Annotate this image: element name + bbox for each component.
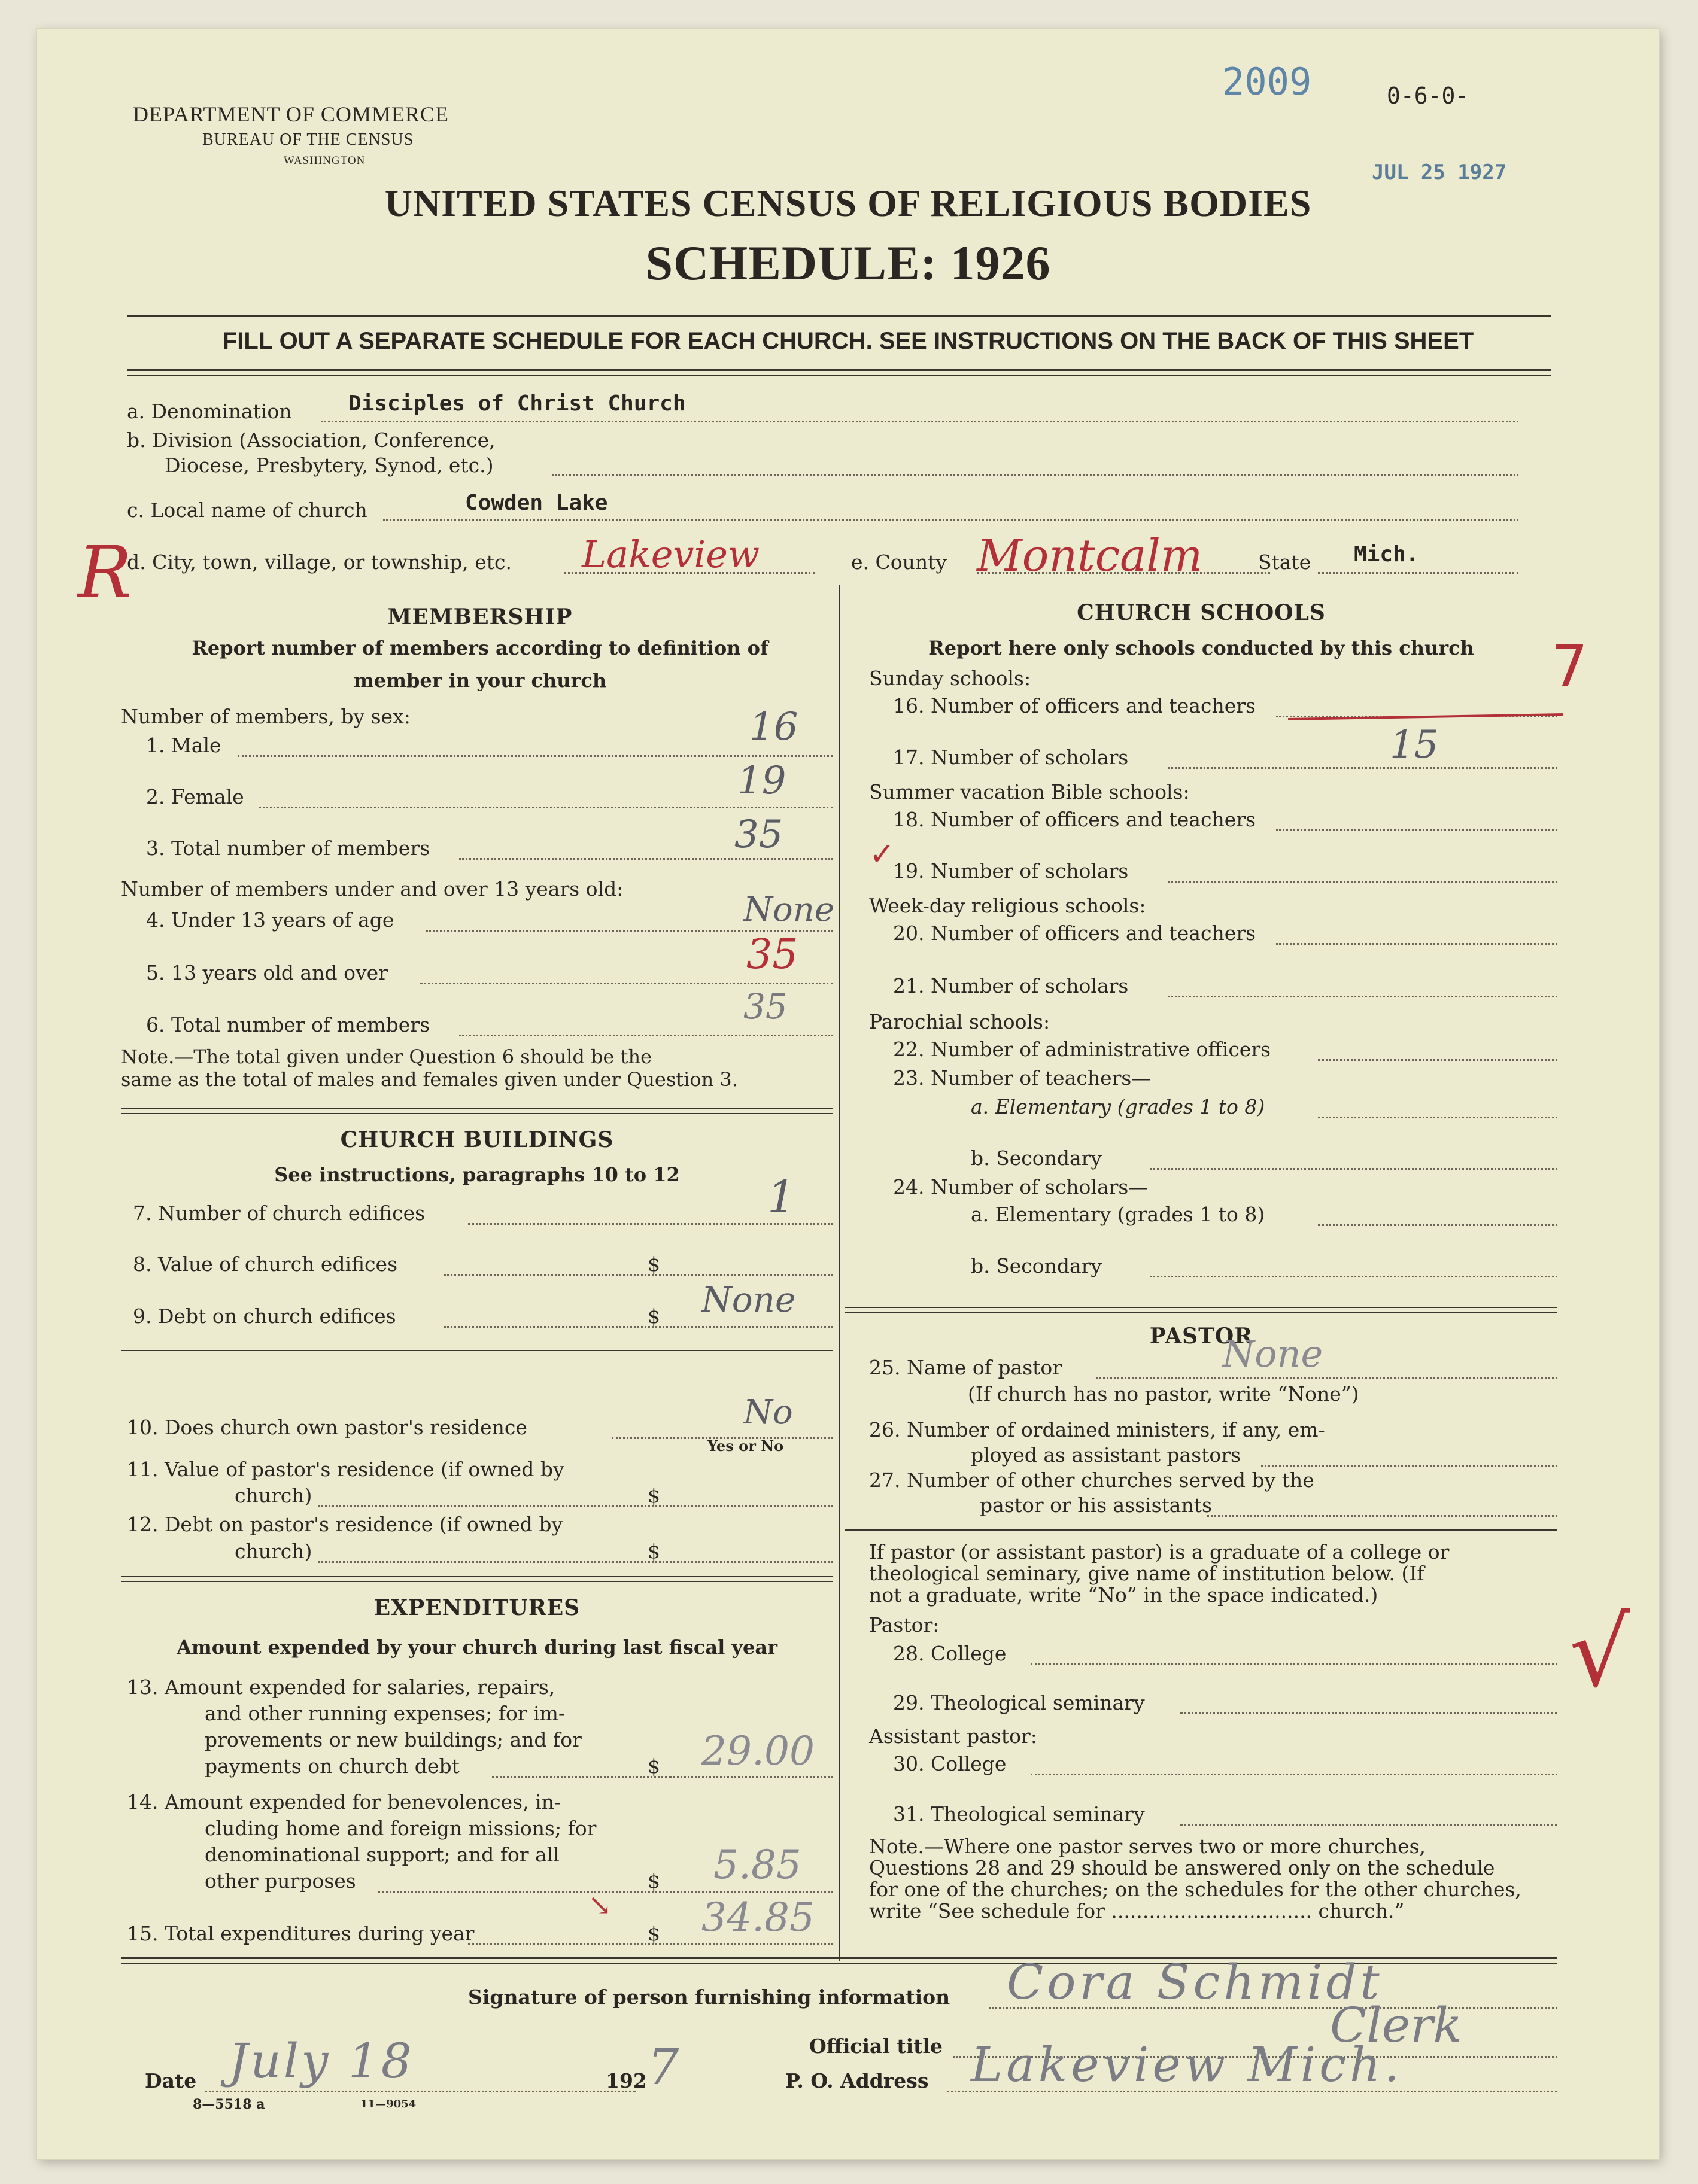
pastor-rule: [845, 1529, 1557, 1531]
q14-value[interactable]: 5.85: [713, 1842, 801, 1888]
q4-value[interactable]: None: [743, 890, 834, 929]
q22-label: 22. Number of administrative officers: [893, 1038, 1271, 1061]
buildings-rule: [121, 1350, 833, 1351]
q13-label-2: and other running expenses; for im-: [205, 1702, 566, 1725]
q3-value[interactable]: 35: [734, 813, 783, 857]
q18-line: [1276, 829, 1557, 831]
division-line: [552, 474, 1518, 476]
q3-check-mark: ✓: [869, 837, 895, 872]
summer-label: Summer vacation Bible schools:: [869, 780, 1190, 804]
signature-label: Signature of person furnishing information: [468, 1985, 950, 2009]
q6-value[interactable]: 35: [743, 986, 788, 1027]
q15-amount-line: [666, 1943, 833, 1945]
county-value[interactable]: Montcalm: [977, 530, 1203, 582]
graduate-note-2: theological seminary, give name of institution below. (If: [869, 1562, 1424, 1585]
age-head-label: Number of members under and over 13 years old:: [121, 877, 624, 901]
q17-value[interactable]: 15: [1390, 723, 1439, 767]
q9-amount-line: [666, 1326, 833, 1328]
header-rule-2: [127, 369, 1551, 371]
schools-rule: [845, 1307, 1557, 1308]
stamp-number: 2009: [1222, 60, 1312, 104]
membership-sub1: Report number of members according to definition of: [192, 637, 768, 659]
date-line: [205, 2091, 636, 2092]
q15-line: [468, 1943, 672, 1945]
q3-label: 3. Total number of members: [146, 837, 430, 860]
q12-label-2: church): [235, 1540, 312, 1563]
q4-label: 4. Under 13 years of age: [146, 908, 394, 932]
q7-label: 7. Number of church edifices: [133, 1201, 426, 1225]
pastor-check-mark: √: [1569, 1596, 1630, 1708]
q25-label: 25. Name of pastor: [869, 1356, 1062, 1379]
year-prefix: 192: [606, 2069, 647, 2092]
q26-line: [1261, 1465, 1557, 1467]
q28-label: 28. College: [893, 1642, 1007, 1665]
q13-value[interactable]: 29.00: [701, 1728, 815, 1774]
assistant-label: Assistant pastor:: [869, 1724, 1037, 1748]
q23a-line: [1318, 1117, 1557, 1118]
q8-amount-line: [666, 1274, 833, 1276]
q27-label: 27. Number of other churches served by the: [869, 1468, 1314, 1492]
schools-rule-2: [845, 1312, 1557, 1313]
q11-line: [318, 1505, 672, 1507]
q17-label: 17. Number of scholars: [893, 746, 1129, 769]
q20-label: 20. Number of officers and teachers: [893, 921, 1256, 945]
date-value[interactable]: July 18: [229, 2033, 414, 2089]
q19-line: [1168, 881, 1557, 883]
q23a-label: a. Elementary (grades 1 to 8): [971, 1095, 1265, 1118]
q17-line: [1168, 767, 1557, 769]
pastor-note-1: Note.—Where one pastor serves two or more churches,: [869, 1835, 1426, 1858]
q24a-line: [1318, 1224, 1557, 1226]
q9-dollar: $: [648, 1304, 660, 1328]
membership-note-1: Note.—The total given under Question 6 should be the: [121, 1045, 652, 1068]
q14-line: [378, 1891, 672, 1893]
q5-line: [420, 983, 833, 984]
po-address-label: P. O. Address: [785, 2069, 929, 2092]
q13-label-3: provements or new buildings; and for: [205, 1728, 582, 1751]
q5-label: 5. 13 years old and over: [146, 961, 388, 984]
q13-label: 13. Amount expended for salaries, repairs,: [127, 1675, 555, 1699]
q21-label: 21. Number of scholars: [893, 974, 1129, 997]
denomination-value[interactable]: Disciples of Christ Church: [348, 391, 686, 416]
q18-label: 18. Number of officers and teachers: [893, 808, 1256, 831]
po-address-value[interactable]: Lakeview Mich.: [971, 2037, 1403, 2092]
received-date-stamp: JUL 25 1927: [1372, 160, 1507, 184]
q13-label-4: payments on church debt: [205, 1754, 460, 1778]
year-value[interactable]: 7: [648, 2039, 679, 2096]
q14-label-3: denominational support; and for all: [205, 1843, 560, 1866]
yes-no-hint: Yes or No: [707, 1437, 784, 1455]
q20-line: [1276, 943, 1557, 945]
margin-mark: R: [78, 531, 132, 615]
signature-value[interactable]: Cora Schmidt: [1007, 1954, 1383, 2010]
official-title-label: Official title: [809, 2034, 943, 2058]
division-label: b. Division (Association, Conference,: [127, 428, 496, 452]
q6-line: [459, 1035, 833, 1036]
q24a-label: a. Elementary (grades 1 to 8): [971, 1203, 1265, 1226]
membership-sub2: member in your church: [353, 669, 607, 692]
date-label: Date: [145, 2069, 197, 2092]
q31-line: [1180, 1824, 1557, 1826]
q23b-line: [1150, 1168, 1557, 1170]
column-divider: [839, 585, 840, 1961]
q28-line: [1031, 1663, 1557, 1665]
q9-value[interactable]: None: [701, 1279, 796, 1320]
city-label: d. City, town, village, or township, etc.: [127, 550, 512, 574]
q9-line: [444, 1326, 672, 1328]
q29-label: 29. Theological seminary: [893, 1691, 1145, 1714]
buildings-rule-2: [121, 1576, 833, 1577]
q26-label: 26. Number of ordained ministers, if any, em-: [869, 1418, 1325, 1441]
q11-dollar: $: [648, 1484, 660, 1507]
q19-label: 19. Number of scholars: [893, 859, 1129, 883]
expenditures-sub: Amount expended by your church during last fiscal year: [177, 1636, 777, 1659]
q7-value[interactable]: 1: [767, 1172, 796, 1223]
print-number: 11—9054: [360, 2098, 417, 2110]
denomination-line: [321, 421, 1518, 422]
form-number: 8—5518 a: [193, 2097, 265, 2112]
header-rule: [127, 315, 1551, 317]
q14-label-4: other purposes: [205, 1869, 356, 1893]
membership-heading: MEMBERSHIP: [387, 604, 573, 629]
schools-sub: Report here only schools conducted by this church: [928, 637, 1474, 659]
denomination-label: a. Denomination: [127, 400, 292, 423]
q11-label: 11. Value of pastor's residence (if owned by: [127, 1458, 564, 1481]
local-name-value[interactable]: Cowden Lake: [465, 491, 608, 515]
q15-dollar: $: [648, 1922, 660, 1945]
q5-value[interactable]: 35: [746, 931, 798, 978]
q12-amount-line: [666, 1561, 833, 1563]
q10-value[interactable]: No: [743, 1393, 793, 1432]
q21-line: [1168, 996, 1557, 997]
buildings-heading: CHURCH BUILDINGS: [340, 1127, 614, 1152]
department-header: DEPARTMENT OF COMMERCE: [133, 102, 449, 126]
q16-value[interactable]: 7: [1551, 633, 1588, 700]
q12-label: 12. Debt on pastor's residence (if owned by: [127, 1513, 563, 1536]
q13-dollar: $: [648, 1754, 660, 1778]
state-line: [1318, 572, 1518, 574]
q14-amount-line: [666, 1891, 833, 1893]
q3-line: [459, 858, 833, 860]
expenditures-heading: EXPENDITURES: [373, 1595, 581, 1620]
q24b-label: b. Secondary: [971, 1254, 1102, 1277]
buildings-rule-3: [121, 1581, 833, 1582]
q13-line: [492, 1776, 672, 1778]
graduate-note-3: not a graduate, write “No” in the space indicated.): [869, 1583, 1378, 1607]
schools-heading: CHURCH SCHOOLS: [1077, 600, 1326, 625]
q8-line: [444, 1274, 672, 1276]
form-title: UNITED STATES CENSUS OF RELIGIOUS BODIES: [384, 182, 1312, 224]
q2-line: [259, 807, 833, 808]
q15-check-mark: ↘: [588, 1888, 612, 1922]
q13-amount-line: [666, 1776, 833, 1778]
q1-label: 1. Male: [146, 734, 221, 757]
q31-label: 31. Theological seminary: [893, 1802, 1145, 1826]
q24-label: 24. Number of scholars—: [893, 1175, 1149, 1199]
state-label: State: [1258, 550, 1311, 574]
membership-rule-2: [121, 1113, 833, 1114]
q25-line: [1096, 1377, 1557, 1379]
membership-rule: [121, 1108, 833, 1109]
q30-label: 30. College: [893, 1752, 1007, 1775]
membership-note-2: same as the total of males and females given under Question 3.: [121, 1068, 738, 1091]
by-sex-label: Number of members, by sex:: [121, 705, 411, 728]
q11-amount-line: [666, 1505, 833, 1507]
instruction-banner: FILL OUT A SEPARATE SCHEDULE FOR EACH CHURCH. SEE INSTRUCTIONS ON THE BACK OF THIS SHEET: [222, 328, 1474, 354]
q26-label-2: ployed as assistant pastors: [971, 1443, 1241, 1467]
q1-line: [238, 755, 833, 757]
q23-label: 23. Number of teachers—: [893, 1066, 1152, 1090]
q8-dollar: $: [648, 1252, 660, 1276]
stamp-code: 0-6-0-: [1387, 83, 1469, 109]
census-schedule-sheet: [37, 29, 1659, 2159]
q27-line: [1207, 1515, 1557, 1517]
county-label: e. County: [851, 550, 947, 574]
q7-line: [468, 1223, 833, 1225]
official-title-value[interactable]: Clerk: [1330, 1997, 1462, 2053]
q25-note: (If church has no pastor, write “None”): [968, 1382, 1359, 1406]
q14-dollar: $: [648, 1869, 660, 1893]
pastor-note-4: write “See schedule for ................................ church.”: [869, 1899, 1405, 1923]
q8-label: 8. Value of church edifices: [133, 1252, 398, 1276]
q9-label: 9. Debt on church edifices: [133, 1304, 396, 1328]
division-label-2: Diocese, Presbytery, Synod, etc.): [165, 454, 494, 477]
city-value[interactable]: Lakeview: [582, 533, 760, 576]
q6-label: 6. Total number of members: [146, 1013, 430, 1036]
q2-value[interactable]: 19: [737, 759, 786, 803]
schedule-title: SCHEDULE: 1926: [645, 236, 1051, 290]
header-rule-3: [127, 375, 1551, 376]
buildings-sub: See instructions, paragraphs 10 to 12: [274, 1163, 680, 1186]
q15-label: 15. Total expenditures during year: [127, 1922, 475, 1945]
q15-value[interactable]: 34.85: [701, 1894, 815, 1940]
q14-label: 14. Amount expended for benevolences, in-: [127, 1790, 561, 1814]
state-value[interactable]: Mich.: [1354, 542, 1419, 567]
q30-line: [1031, 1774, 1557, 1775]
q22-line: [1318, 1059, 1557, 1061]
q11-label-2: church): [235, 1484, 312, 1507]
pastor-heading: PASTOR: [1149, 1324, 1253, 1349]
local-name-label: c. Local name of church: [127, 498, 367, 522]
pastor-note-3: for one of the churches; on the schedules for the other churches,: [869, 1878, 1521, 1901]
q23b-label: b. Secondary: [971, 1146, 1102, 1170]
q24b-line: [1150, 1276, 1557, 1277]
city-header: WASHINGTON: [284, 154, 366, 167]
sunday-label: Sunday schools:: [869, 667, 1031, 690]
weekday-label: Week-day religious schools:: [869, 894, 1146, 917]
q29-line: [1180, 1712, 1557, 1714]
q12-dollar: $: [648, 1540, 660, 1563]
bureau-header: BUREAU OF THE CENSUS: [202, 130, 414, 149]
graduate-note-1: If pastor (or assistant pastor) is a graduate of a college or: [869, 1540, 1450, 1564]
pastor-note-2: Questions 28 and 29 should be answered only on the schedule: [869, 1856, 1495, 1879]
q2-label: 2. Female: [146, 785, 244, 808]
q27-label-2: pastor or his assistants: [980, 1493, 1212, 1517]
q1-value[interactable]: 16: [749, 705, 798, 749]
local-name-line: [383, 519, 1518, 521]
parochial-label: Parochial schools:: [869, 1010, 1050, 1033]
q14-label-2: cluding home and foreign missions; for: [205, 1817, 597, 1840]
pastor-label: Pastor:: [869, 1613, 940, 1637]
q16-label: 16. Number of officers and teachers: [893, 694, 1256, 717]
q10-label: 10. Does church own pastor's residence: [127, 1416, 527, 1439]
q12-line: [318, 1561, 672, 1563]
q25-value[interactable]: None: [1222, 1332, 1323, 1376]
